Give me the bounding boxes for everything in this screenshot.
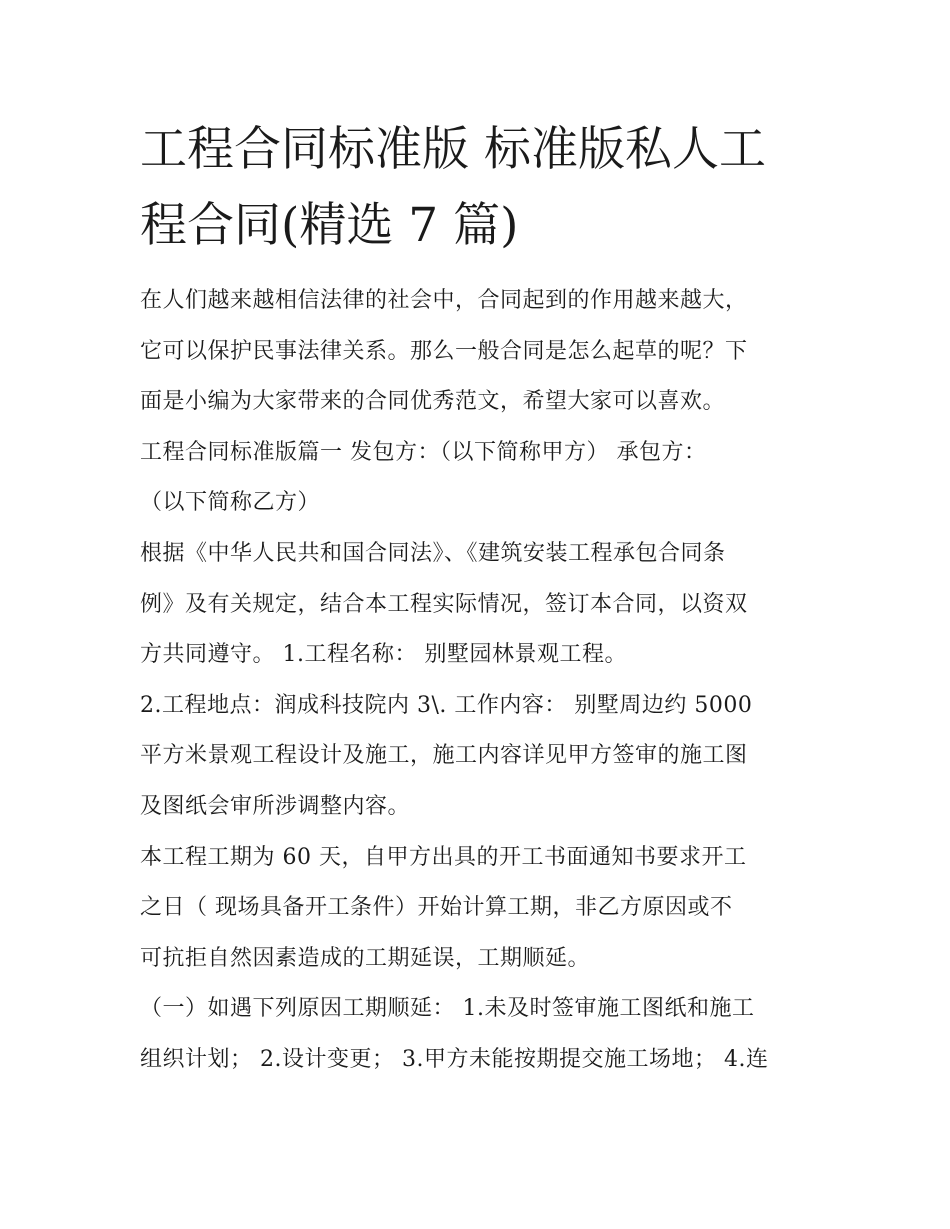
body-line-12: 本工程工期为 60 天，自甲方出具的开工书面通知书要求开工 (140, 844, 747, 870)
body-line-13: 之日（ 现场具备开工条件）开始计算工期，非乙方原因或不 (140, 895, 733, 921)
body-line-9: 2.工程地点：润成科技院内 3\. 工作内容： 别墅周边约 5000 (140, 692, 753, 718)
body-line-16: 组织计划； 2.设计变更； 3.甲方未能按期提交施工场地； 4.连 (140, 1046, 769, 1072)
body-line-7: 例》及有关规定，结合本工程实际情况，签订本合同，以资双 (140, 591, 748, 617)
body-line-4: 工程合同标准版篇一 发包方：（以下简称甲方） 承包方： (140, 439, 707, 465)
title-line-2: 程合同(精选 7 篇) (140, 198, 519, 253)
title-line-1: 工程合同标准版 标准版私人工 (140, 122, 766, 177)
body-line-2: 它可以保护民事法律关系。那么一般合同是怎么起草的呢？下 (140, 338, 748, 364)
document-body (140, 276, 820, 1086)
body-line-1: 在人们越来越相信法律的社会中，合同起到的作用越来越大， (140, 288, 748, 313)
body-line-5: （以下简称乙方） (140, 490, 321, 516)
body-line-8: 方共同遵守。 1.工程名称： 别墅园林景观工程。 (140, 642, 627, 668)
body-line-14: 可抗拒自然因素造成的工期延误，工期顺延。 (140, 945, 591, 971)
body-line-10: 平方米景观工程设计及施工，施工内容详见甲方签审的施工图 (140, 743, 748, 769)
body-line-3: 面是小编为大家带来的合同优秀范文，希望大家可以喜欢。 (140, 389, 726, 415)
body-line-15: （一）如遇下列原因工期顺延： 1.未及时签审施工图纸和施工 (140, 996, 755, 1022)
body-line-11: 及图纸会审所涉调整内容。 (140, 793, 411, 819)
body-line-6: 根据《中华人民共和国合同法》、《建筑安装工程承包合同条 (140, 540, 726, 566)
document-title (140, 112, 820, 264)
